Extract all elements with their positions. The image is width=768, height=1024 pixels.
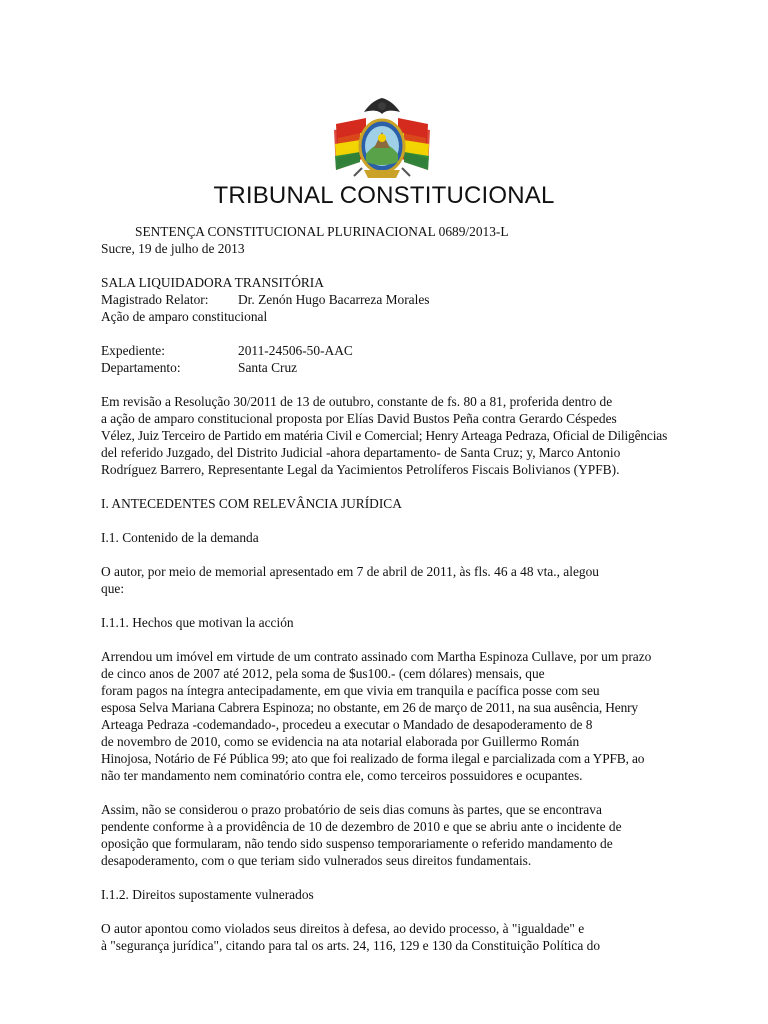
departamento-value: Santa Cruz	[238, 360, 298, 375]
intro-line: Rodríguez Barrero, Representante Legal da Yacimientos Petrolíferos Fiscais Bolivianos (YPFB).	[101, 462, 620, 477]
demand-line: que:	[101, 581, 125, 596]
rights-line: à "segurança jurídica", citando para tal os arts. 24, 116, 129 e 130 da Constituição Política do	[101, 938, 601, 953]
facts-line: de cinco anos de 2007 até 2012, pela soma de $us100.- (cem dólares) mensais, que	[101, 666, 545, 681]
facts-line: desapoderamento, com o que teriam sido vulnerados seus direitos fundamentais.	[101, 853, 532, 868]
action-type: Ação de amparo constitucional	[101, 309, 268, 324]
magistrate-label: Magistrado Relator:	[101, 292, 209, 307]
facts-line: não ter mandamento nem cominatório contra ele, como terceiros possuidores e ocupantes.	[101, 768, 583, 783]
facts-line: Arrendou um imóvel em virtude de um contrato assinado com Martha Espinoza Cullave, por um prazo	[101, 649, 652, 664]
facts-line: Hinojosa, Notário de Fé Pública 99; ato que foi realizado de forma ilegal e parcializada com a YPFB, ao	[101, 751, 645, 766]
facts-line: pendente conforme à a providência de 10 de dezembro de 2010 e que se abriu ante o incidente de	[101, 819, 622, 834]
expediente-row	[101, 342, 701, 359]
intro-line: a ação de amparo constitucional proposta por Elías David Bustos Peña contra Gerardo Céspedes	[101, 411, 617, 426]
magistrate-row	[101, 291, 701, 308]
chamber-name: SALA LIQUIDADORA TRANSITÓRIA	[101, 275, 324, 290]
court-title: TRIBUNAL CONSTITUCIONAL	[213, 182, 555, 209]
facts-line: de novembro de 2010, como se evidencia na ata notarial elaborada por Guillermo Román	[101, 734, 580, 749]
subsection-heading: I.1. Contenido de la demanda	[101, 530, 259, 545]
intro-line: Vélez, Juiz Terceiro de Partido em matéria Civil e Comercial; Henry Arteaga Pedraza, Oficial de Diligências	[101, 428, 668, 443]
departamento-label: Departamento:	[101, 360, 181, 375]
section-heading: I. ANTECEDENTES COM RELEVÂNCIA JURÍDICA	[101, 496, 402, 511]
bolivian-coat-of-arms-icon	[326, 96, 438, 184]
intro-line: Em revisão a Resolução 30/2011 de 13 de outubro, constante de fs. 80 a 81, proferida dentro de	[101, 394, 613, 409]
document-body	[101, 223, 701, 954]
expediente-value: 2011-24506-50-AAC	[238, 343, 353, 358]
magistrate-value: Dr. Zenón Hugo Bacarreza Morales	[238, 292, 430, 307]
departamento-row	[101, 359, 701, 376]
rights-line: O autor apontou como violados seus direitos à defesa, ao devido processo, à "igualdade" e	[101, 921, 585, 936]
facts-line: Assim, não se considerou o prazo probatório de seis dias comuns às partes, que se encontrava	[101, 802, 602, 817]
subsection-heading: I.1.2. Direitos supostamente vulnerados	[101, 887, 314, 902]
expediente-label: Expediente:	[101, 343, 165, 358]
place-date: Sucre, 19 de julho de 2013	[101, 241, 245, 256]
facts-line: foram pagos na íntegra antecipadamente, em que vivia em tranquila e pacífica posse com seu	[101, 683, 600, 698]
sentence-title: SENTENÇA CONSTITUCIONAL PLURINACIONAL 0689/2013-L	[135, 224, 509, 239]
demand-line: O autor, por meio de memorial apresentado em 7 de abril de 2011, às fls. 46 a 48 vta., alegou	[101, 564, 599, 579]
subsection-heading: I.1.1. Hechos que motivan la acción	[101, 615, 294, 630]
facts-line: Arteaga Pedraza -codemandado-, procedeu a executar o Mandado de desapoderamento de 8	[101, 717, 593, 732]
intro-line: del referido Juzgado, del Distrito Judicial -ahora departamento- de Santa Cruz; y, Marco Antonio	[101, 445, 621, 460]
facts-line: esposa Selva Mariana Cabrera Espinoza; no obstante, em 26 de março de 2011, na sua ausência, Henry	[101, 700, 638, 715]
facts-line: oposição que formularam, não tendo sido suspenso temporariamente o referido mandamento de	[101, 836, 613, 851]
